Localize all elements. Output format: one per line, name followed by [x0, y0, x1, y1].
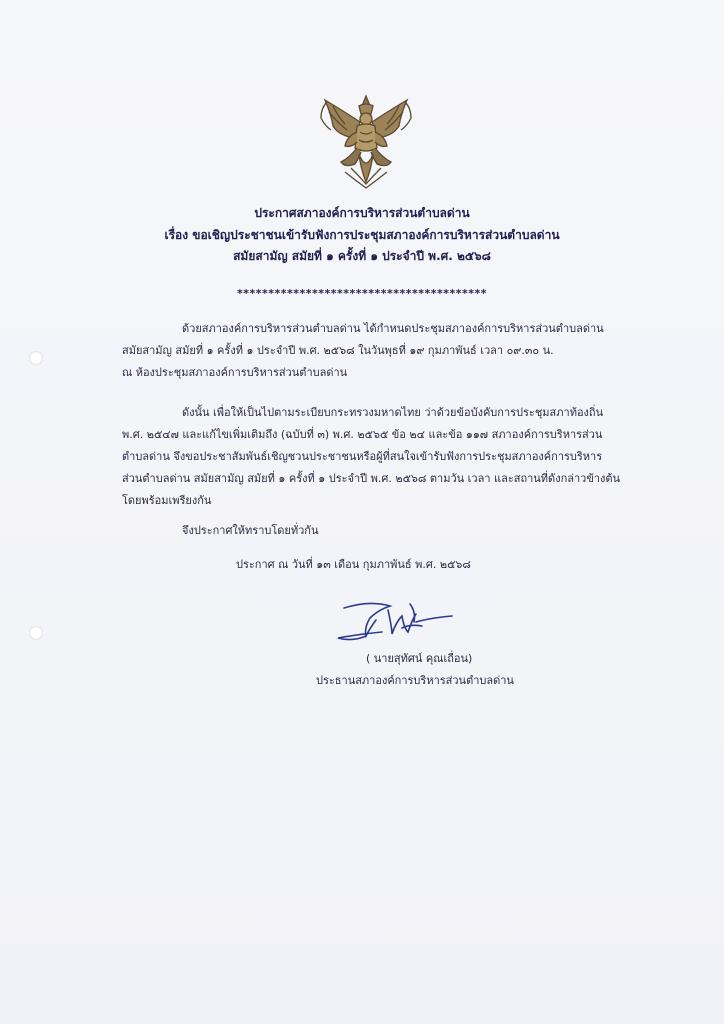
announcement-subject: เรื่อง ขอเชิญประชาชนเข้ารับฟังการประชุมสภาองค์การบริหารส่วนตำบลด่าน — [164, 228, 560, 242]
paragraph-2-line-3: ตำบลด่าน จึงขอประชาสัมพันธ์เชิญชวนประชาชนหรือผู้ที่สนใจเข้ารับฟังการประชุมสภาองค์การบริหาร — [122, 450, 603, 463]
paragraph-2-line-5: โดยพร้อมเพรียงกัน — [122, 494, 212, 507]
punch-hole-top — [29, 351, 43, 365]
announcement-title: ประกาศสภาองค์การบริหารส่วนตำบลด่าน — [254, 206, 470, 220]
garuda-emblem-icon — [315, 92, 417, 190]
signer-name: ( นายสุทัศน์ คุณเถื่อน) — [366, 652, 473, 665]
paragraph-1-line-1: ด้วยสภาองค์การบริหารส่วนตำบลด่าน ได้กำหนดประชุมสภาองค์การบริหารส่วนตำบลด่าน — [182, 322, 604, 335]
closing-statement: จึงประกาศให้ทราบโดยทั่วกัน — [182, 524, 319, 537]
paragraph-1-line-3: ณ ห้องประชุมสภาองค์การบริหารส่วนตำบลด่าน — [122, 366, 348, 379]
paragraph-1-line-2: สมัยสามัญ สมัยที่ ๑ ครั้งที่ ๑ ประจำปี พ.ศ. ๒๕๖๘ ในวันพุธที่ ๑๙ กุมภาพันธ์ เวลา ๐๙.๓๐ น. — [122, 344, 554, 357]
paragraph-2-line-2: พ.ศ. ๒๕๔๗ และแก้ไขเพิ่มเติมถึง (ฉบับที่ ๓) พ.ศ. ๒๕๖๕ ข้อ ๒๔ และข้อ ๑๑๗ สภาองค์การบริหารส่วน — [122, 428, 603, 441]
paragraph-2-line-4: ส่วนตำบลด่าน สมัยสามัญ สมัยที่ ๑ ครั้งที่ ๑ ประจำปี พ.ศ. ๒๕๖๘ ตามวัน เวลา และสถานที่ดังกล่าวข้างต้น — [122, 472, 621, 485]
signer-title: ประธานสภาองค์การบริหารส่วนตำบลด่าน — [316, 674, 514, 687]
announcement-date: ประกาศ ณ วันที่ ๑๓ เดือน กุมภาพันธ์ พ.ศ. ๒๕๖๘ — [236, 558, 471, 571]
punch-hole-bottom — [29, 626, 43, 640]
separator-line: **************************************** — [236, 287, 488, 300]
announcement-session: สมัยสามัญ สมัยที่ ๑ ครั้งที่ ๑ ประจำปี พ.ศ. ๒๕๖๘ — [233, 249, 491, 263]
paragraph-2-line-1: ดังนั้น เพื่อให้เป็นไปตามระเบียบกระทรวงมหาดไทย ว่าด้วยข้อบังคับการประชุมสภาท้องถิ่น — [182, 406, 604, 419]
handwritten-signature — [330, 598, 460, 646]
